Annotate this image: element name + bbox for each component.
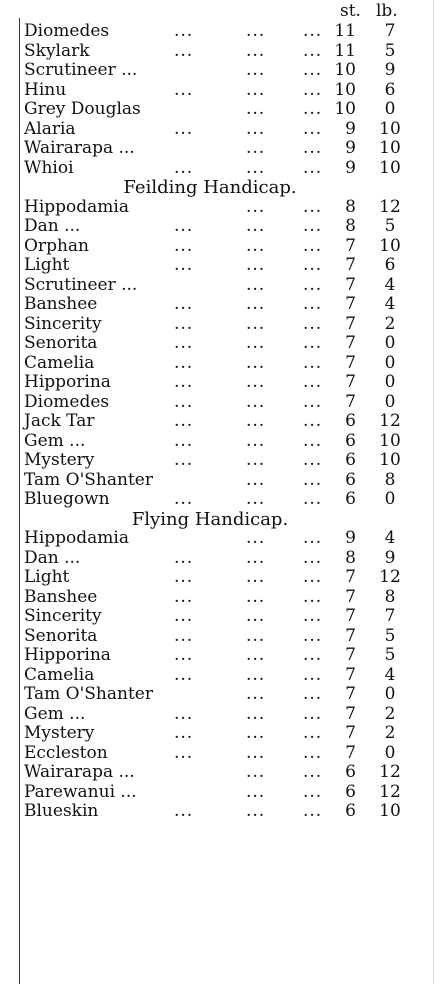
weight-stones: 7: [345, 586, 356, 607]
weight-pounds: 6: [384, 79, 396, 100]
weight-stones: 6: [345, 801, 356, 821]
leader-dots: ...: [174, 352, 194, 373]
horse-entry-row: [24, 549, 434, 569]
horse-name: Banshee: [24, 294, 98, 314]
leader-dots: ...: [246, 625, 266, 646]
weight-stones: 7: [345, 333, 356, 353]
horse-entry-row: [24, 22, 434, 42]
weight-pounds: 7: [384, 606, 396, 626]
horse-entry-row: [24, 802, 434, 822]
horse-name: Hippodamia: [24, 196, 129, 217]
horse-name: Scrutineer ...: [24, 60, 138, 80]
weight-pounds: 4: [384, 664, 396, 685]
handicap-list: [24, 22, 434, 822]
weight-stones: 6: [345, 762, 356, 782]
leader-dots: ...: [174, 294, 194, 314]
leader-dots: ...: [174, 664, 194, 685]
weight-stones: 6: [345, 411, 356, 431]
leader-dots: ...: [246, 469, 266, 490]
leader-dots: ...: [303, 567, 323, 587]
weight-stones: 7: [345, 742, 356, 763]
leader-dots: ...: [246, 79, 266, 100]
leader-dots: ...: [246, 742, 266, 763]
leader-dots: ...: [303, 430, 323, 451]
horse-entry-row: [24, 276, 434, 296]
leader-dots: ...: [246, 664, 266, 685]
weight-stones: 7: [345, 274, 356, 295]
leader-dots: ...: [246, 801, 266, 821]
leader-dots: ...: [174, 157, 194, 178]
leader-dots: ...: [174, 255, 194, 275]
weight-units-header: [340, 1, 436, 21]
leader-dots: ...: [303, 586, 323, 607]
leader-dots: ...: [303, 391, 323, 412]
leader-dots: ...: [303, 235, 323, 256]
horse-name: Hippodamia: [24, 528, 129, 548]
weight-pounds: 5: [384, 625, 396, 646]
leader-dots: ...: [303, 196, 323, 217]
horse-entry-row: [24, 744, 434, 764]
leader-dots: ...: [174, 372, 194, 392]
leader-dots: ...: [246, 489, 266, 509]
horse-name: Diomedes: [24, 21, 110, 41]
weight-stones: 8: [345, 216, 356, 236]
weight-stones: 11: [334, 40, 356, 61]
horse-entry-row: [24, 588, 434, 608]
weight-pounds: 7: [384, 21, 396, 41]
leader-dots: ...: [174, 411, 194, 431]
weight-stones: 7: [345, 313, 356, 334]
leader-dots: ...: [246, 352, 266, 373]
leader-dots: ...: [174, 450, 194, 470]
horse-name: Dan ...: [24, 547, 81, 568]
horse-entry-row: [24, 627, 434, 647]
horse-name: Mystery: [24, 723, 95, 743]
weight-pounds: 0: [384, 352, 396, 373]
weight-stones: 7: [345, 606, 356, 626]
leader-dots: ...: [303, 625, 323, 646]
leader-dots: ...: [303, 21, 323, 41]
leader-dots: ...: [246, 703, 266, 724]
horse-name: Whioi: [24, 157, 74, 178]
weight-stones: 8: [345, 547, 356, 568]
horse-entry-row: [24, 61, 434, 81]
weight-stones: 7: [345, 352, 356, 373]
leader-dots: ...: [246, 430, 266, 451]
horse-entry-row: [24, 666, 434, 686]
horse-entry-row: [24, 237, 434, 257]
weight-pounds: 10: [379, 157, 401, 178]
leader-dots: ...: [246, 138, 266, 158]
stones-unit-label: st.: [340, 1, 361, 21]
weight-stones: 7: [345, 664, 356, 685]
leader-dots: ...: [246, 586, 266, 607]
leader-dots: ...: [303, 664, 323, 685]
weight-pounds: 0: [384, 684, 396, 704]
leader-dots: ...: [174, 216, 194, 236]
weight-stones: 11: [334, 21, 356, 41]
leader-dots: ...: [246, 528, 266, 548]
horse-name: Light: [24, 567, 70, 587]
leader-dots: ...: [303, 79, 323, 100]
weight-stones: 7: [345, 372, 356, 392]
horse-entry-row: [24, 471, 434, 491]
leader-dots: ...: [246, 450, 266, 470]
leader-dots: ...: [303, 138, 323, 158]
weight-pounds: 8: [384, 586, 396, 607]
horse-entry-row: [24, 120, 434, 140]
horse-name: Camelia: [24, 352, 95, 373]
weight-pounds: 10: [379, 138, 401, 158]
leader-dots: ...: [246, 684, 266, 704]
weight-stones: 7: [345, 684, 356, 704]
horse-entry-row: [24, 685, 434, 705]
horse-entry-row: [24, 256, 434, 276]
weight-stones: 9: [345, 157, 356, 178]
leader-dots: ...: [303, 274, 323, 295]
leader-dots: ...: [246, 157, 266, 178]
horse-entry-row: [24, 217, 434, 237]
leader-dots: ...: [174, 801, 194, 821]
weight-stones: 7: [345, 567, 356, 587]
weight-stones: 7: [345, 723, 356, 743]
horse-name: Sincerity: [24, 313, 102, 334]
leader-dots: ...: [246, 118, 266, 139]
leader-dots: ...: [303, 801, 323, 821]
leader-dots: ...: [303, 781, 323, 802]
weight-pounds: 12: [379, 762, 401, 782]
leader-dots: ...: [246, 274, 266, 295]
weight-pounds: 0: [384, 99, 396, 119]
leader-dots: ...: [303, 352, 323, 373]
leader-dots: ...: [246, 372, 266, 392]
leader-dots: ...: [174, 645, 194, 665]
horse-entry-row: [24, 607, 434, 627]
horse-name: Bluegown: [24, 489, 110, 509]
horse-entry-row: [24, 724, 434, 744]
weight-pounds: 10: [379, 450, 401, 470]
horse-name: Dan ...: [24, 216, 81, 236]
horse-entry-row: [24, 783, 434, 803]
horse-entry-row: [24, 568, 434, 588]
weight-pounds: 10: [379, 430, 401, 451]
leader-dots: ...: [174, 333, 194, 353]
weight-pounds: 5: [384, 645, 396, 665]
weight-stones: 7: [345, 391, 356, 412]
leader-dots: ...: [174, 21, 194, 41]
weight-pounds: 12: [379, 781, 401, 802]
weight-pounds: 8: [384, 469, 396, 490]
weight-stones: 6: [345, 469, 356, 490]
horse-name: Camelia: [24, 664, 95, 685]
horse-name: Blueskin: [24, 801, 99, 821]
horse-name: Mystery: [24, 450, 95, 470]
leader-dots: ...: [246, 547, 266, 568]
horse-name: Gem ...: [24, 703, 86, 724]
horse-name: Parewanui ...: [24, 781, 137, 802]
weight-stones: 7: [345, 235, 356, 256]
leader-dots: ...: [246, 411, 266, 431]
column-rule-left: [19, 18, 20, 984]
weight-pounds: 0: [384, 489, 396, 509]
leader-dots: ...: [303, 157, 323, 178]
leader-dots: ...: [303, 742, 323, 763]
leader-dots: ...: [174, 489, 194, 509]
weight-pounds: 12: [379, 567, 401, 587]
pounds-unit-label: lb.: [376, 1, 398, 21]
horse-entry-row: [24, 451, 434, 471]
leader-dots: ...: [246, 60, 266, 80]
horse-name: Grey Douglas: [24, 99, 141, 119]
horse-name: Light: [24, 255, 70, 275]
horse-name: Alaria: [24, 118, 76, 139]
leader-dots: ...: [303, 645, 323, 665]
horse-entry-row: [24, 763, 434, 783]
weight-pounds: 0: [384, 391, 396, 412]
horse-entry-row: [24, 139, 434, 159]
leader-dots: ...: [246, 333, 266, 353]
weight-pounds: 6: [384, 255, 396, 275]
leader-dots: ...: [246, 606, 266, 626]
weight-stones: 8: [345, 196, 356, 217]
horse-entry-row: [24, 159, 434, 179]
weight-pounds: 10: [379, 118, 401, 139]
leader-dots: ...: [246, 391, 266, 412]
leader-dots: ...: [303, 333, 323, 353]
weight-pounds: 2: [384, 723, 396, 743]
weight-stones: 6: [345, 489, 356, 509]
leader-dots: ...: [303, 547, 323, 568]
leader-dots: ...: [303, 313, 323, 334]
weight-stones: 10: [334, 79, 356, 100]
leader-dots: ...: [303, 489, 323, 509]
horse-name: Wairarapa ...: [24, 762, 135, 782]
horse-name: Skylark: [24, 40, 90, 61]
weight-pounds: 0: [384, 742, 396, 763]
weight-stones: 7: [345, 255, 356, 275]
horse-entry-row: [24, 334, 434, 354]
leader-dots: ...: [174, 703, 194, 724]
leader-dots: ...: [246, 762, 266, 782]
weight-pounds: 5: [384, 216, 396, 236]
weight-pounds: 4: [384, 528, 396, 548]
weight-stones: 7: [345, 294, 356, 314]
weight-stones: 9: [345, 528, 356, 548]
weight-stones: 9: [345, 118, 356, 139]
horse-name: Hinu: [24, 79, 67, 100]
horse-entry-row: [24, 393, 434, 413]
weight-pounds: 2: [384, 313, 396, 334]
weight-stones: 10: [334, 99, 356, 119]
leader-dots: ...: [174, 391, 194, 412]
horse-name: Sincerity: [24, 606, 102, 626]
leader-dots: ...: [303, 118, 323, 139]
leader-dots: ...: [174, 606, 194, 626]
leader-dots: ...: [246, 216, 266, 236]
weight-stones: 6: [345, 450, 356, 470]
leader-dots: ...: [246, 21, 266, 41]
horse-name: Scrutineer ...: [24, 274, 138, 295]
leader-dots: ...: [303, 684, 323, 704]
weight-pounds: 5: [384, 40, 396, 61]
leader-dots: ...: [246, 196, 266, 217]
leader-dots: ...: [174, 79, 194, 100]
horse-entry-row: [24, 529, 434, 549]
leader-dots: ...: [303, 216, 323, 236]
horse-entry-row: [24, 373, 434, 393]
weight-pounds: 4: [384, 294, 396, 314]
weight-stones: 7: [345, 645, 356, 665]
horse-name: Gem ...: [24, 430, 86, 451]
horse-entry-row: [24, 705, 434, 725]
leader-dots: ...: [246, 645, 266, 665]
weight-pounds: 0: [384, 333, 396, 353]
section-heading: Flying Handicap.: [131, 508, 289, 530]
leader-dots: ...: [174, 235, 194, 256]
horse-name: Orphan: [24, 235, 89, 256]
leader-dots: ...: [246, 294, 266, 314]
leader-dots: ...: [246, 255, 266, 275]
weight-stones: 7: [345, 625, 356, 646]
section-heading: Feilding Handicap.: [123, 177, 297, 198]
horse-name: Tam O'Shanter: [24, 469, 153, 490]
leader-dots: ...: [174, 118, 194, 139]
leader-dots: ...: [303, 255, 323, 275]
weight-pounds: 10: [379, 801, 401, 821]
horse-entry-row: [24, 646, 434, 666]
weight-pounds: 0: [384, 372, 396, 392]
leader-dots: ...: [303, 294, 323, 314]
horse-name: Jack Tar: [24, 411, 95, 431]
horse-entry-row: [24, 315, 434, 335]
leader-dots: ...: [174, 567, 194, 587]
leader-dots: ...: [174, 586, 194, 607]
weight-stones: 6: [345, 781, 356, 802]
horse-entry-row: [24, 295, 434, 315]
horse-entry-row: [24, 432, 434, 452]
leader-dots: ...: [246, 567, 266, 587]
weight-stones: 9: [345, 138, 356, 158]
leader-dots: ...: [174, 742, 194, 763]
leader-dots: ...: [246, 99, 266, 119]
horse-name: Hipporina: [24, 645, 111, 665]
weight-stones: 10: [334, 60, 356, 80]
leader-dots: ...: [303, 60, 323, 80]
horse-name: Diomedes: [24, 391, 110, 412]
leader-dots: ...: [174, 430, 194, 451]
weight-stones: 7: [345, 703, 356, 724]
leader-dots: ...: [303, 99, 323, 119]
leader-dots: ...: [303, 606, 323, 626]
leader-dots: ...: [303, 469, 323, 490]
horse-name: Banshee: [24, 586, 98, 607]
horse-entry-row: [24, 490, 434, 510]
leader-dots: ...: [246, 723, 266, 743]
horse-name: Tam O'Shanter: [24, 684, 153, 704]
leader-dots: ...: [174, 723, 194, 743]
leader-dots: ...: [303, 723, 323, 743]
weight-pounds: 12: [379, 196, 401, 217]
leader-dots: ...: [303, 411, 323, 431]
horse-entry-row: [24, 42, 434, 62]
horse-entry-row: [24, 198, 434, 218]
leader-dots: ...: [303, 762, 323, 782]
leader-dots: ...: [174, 625, 194, 646]
leader-dots: ...: [246, 40, 266, 61]
leader-dots: ...: [246, 781, 266, 802]
leader-dots: ...: [303, 528, 323, 548]
weight-pounds: 9: [384, 60, 396, 80]
horse-name: Wairarapa ...: [24, 138, 135, 158]
leader-dots: ...: [174, 40, 194, 61]
horse-entry-row: [24, 81, 434, 101]
leader-dots: ...: [303, 450, 323, 470]
weight-pounds: 12: [379, 411, 401, 431]
leader-dots: ...: [246, 313, 266, 334]
leader-dots: ...: [303, 703, 323, 724]
horse-entry-row: [24, 354, 434, 374]
leader-dots: ...: [174, 547, 194, 568]
horse-entry-row: [24, 412, 434, 432]
weight-pounds: 10: [379, 235, 401, 256]
weight-pounds: 4: [384, 274, 396, 295]
horse-name: Hipporina: [24, 372, 111, 392]
horse-name: Senorita: [24, 333, 98, 353]
leader-dots: ...: [174, 313, 194, 334]
horse-entry-row: [24, 100, 434, 120]
leader-dots: ...: [303, 372, 323, 392]
horse-name: Eccleston: [24, 742, 108, 763]
leader-dots: ...: [246, 235, 266, 256]
weight-pounds: 2: [384, 703, 396, 724]
weight-pounds: 9: [384, 547, 396, 568]
weight-stones: 6: [345, 430, 356, 451]
leader-dots: ...: [303, 40, 323, 61]
horse-name: Senorita: [24, 625, 98, 646]
